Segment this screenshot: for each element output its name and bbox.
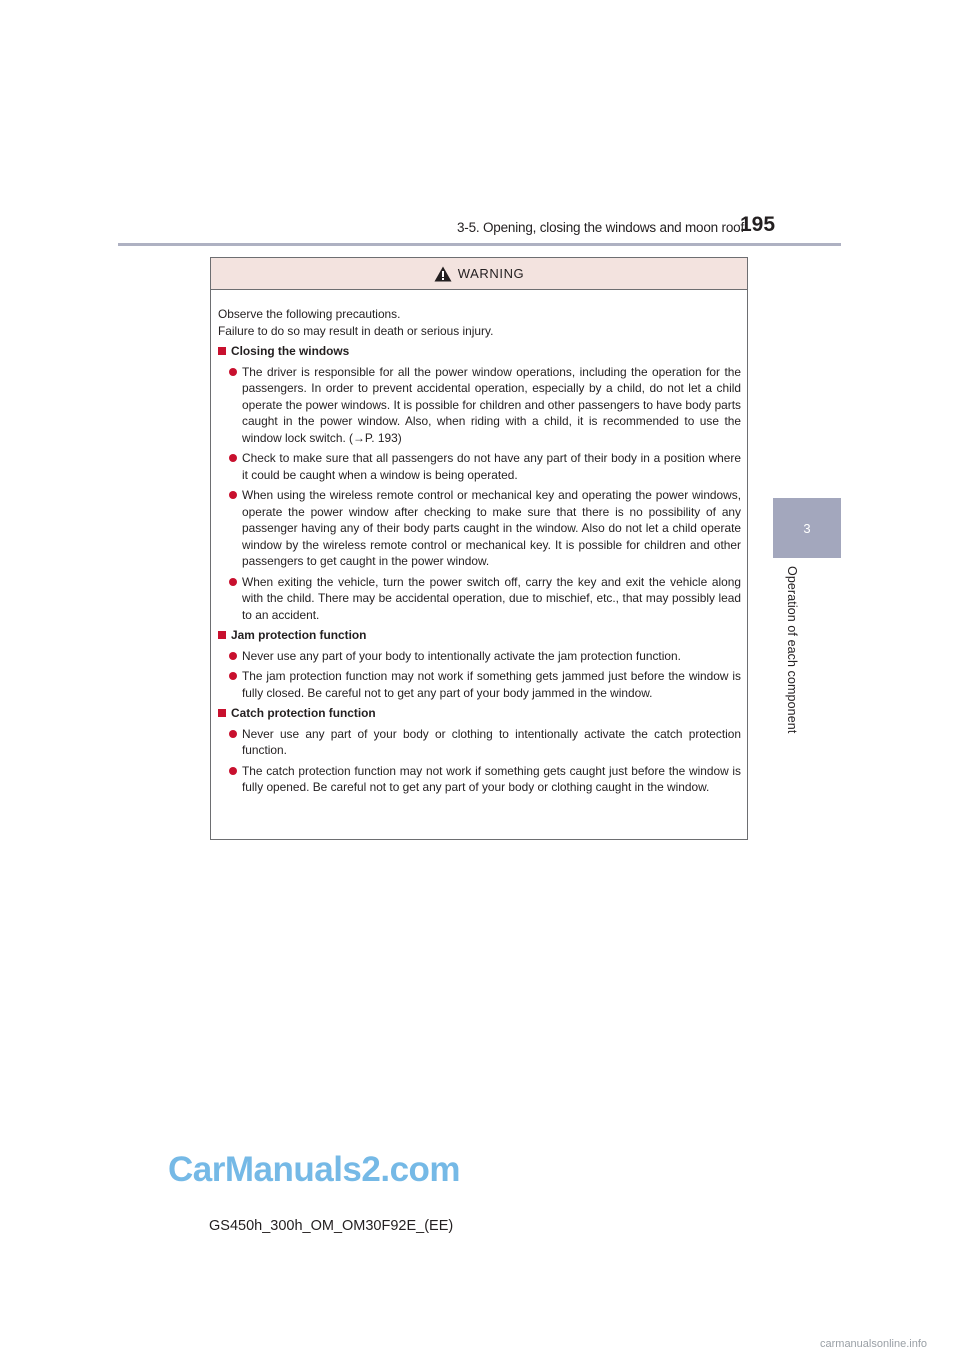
- section-heading-text: Closing the windows: [231, 344, 350, 358]
- round-bullet-icon: [229, 491, 237, 499]
- round-bullet-icon: [229, 454, 237, 462]
- round-bullet-icon: [229, 578, 237, 586]
- bullet-text: When exiting the vehicle, turn the power switch off, carry the key and exit the vehicle along with the child. There may be accidental operation, due to mischief, etc., that may possibly lead to an accident.: [242, 574, 741, 622]
- warning-section: [218, 627, 741, 701]
- watermark-logo: CarManuals2.com: [168, 1150, 461, 1189]
- bullet-text: The jam protection function may not work if something gets jammed just before the window is fully closed. Be careful not to get any part of your body jammed in the window.: [242, 669, 741, 700]
- section-title: 3-5. Opening, closing the windows and moon roof: [456, 220, 744, 235]
- square-bullet-icon: [218, 347, 226, 355]
- round-bullet-icon: [229, 730, 237, 738]
- watermark-url: carmanualsonline.info: [820, 1338, 928, 1350]
- bullet-item: [229, 763, 741, 796]
- bullet-text: Never use any part of your body to intentionally activate the jam protection function.: [242, 648, 681, 663]
- warning-body: [211, 290, 747, 796]
- square-bullet-icon: [218, 631, 226, 639]
- bullet-item: [229, 450, 741, 483]
- warning-intro: [218, 306, 741, 339]
- bullet-item: [229, 364, 741, 447]
- warning-triangle-icon: [434, 266, 452, 282]
- bullet-item: [229, 726, 741, 759]
- section-heading: [218, 343, 741, 360]
- warning-title: WARNING: [457, 266, 525, 281]
- bullet-item: [229, 668, 741, 701]
- square-bullet-icon: [218, 709, 226, 717]
- section-heading-text: Jam protection function: [231, 628, 367, 642]
- section-heading: [218, 705, 741, 722]
- bullet-text: When using the wireless remote control or mechanical key and operating the power windows, operate the power window after checking to make sure that there is no possibility of any passenger having any of their body parts caught in the window. Also do not let a child operate window by the wireless remote control or mechanical key. It is possible for children and other passengers to get caught in the power window.: [242, 488, 741, 568]
- bullet-text: The driver is responsible for all the power window operations, including the operation for the passengers. In order to prevent accidental operation, especially by a child, do not let a child operate the power windows. It is possible for children and other passengers to have body parts caught in the power window. Also, when riding with a child, it is recommended to use the window lock switch. (→P. 193): [242, 364, 741, 445]
- round-bullet-icon: [229, 767, 237, 775]
- intro-line: Failure to do so may result in death or serious injury.: [218, 323, 494, 338]
- bullet-item: [229, 487, 741, 570]
- chapter-number: 3: [803, 520, 811, 536]
- section-heading-text: Catch protection function: [231, 706, 376, 720]
- page-number: 195: [740, 213, 776, 236]
- chapter-label: Operation of each component: [785, 566, 799, 734]
- intro-line: Observe the following precautions.: [218, 307, 401, 321]
- warning-section: [218, 705, 741, 796]
- header-divider: [118, 243, 841, 246]
- bullet-text: Never use any part of your body or clothing to intentionally activate the catch protection function.: [242, 726, 741, 757]
- round-bullet-icon: [229, 368, 237, 376]
- warning-section: [218, 343, 741, 623]
- bullet-text: The catch protection function may not work if something gets caught just before the window is fully opened. Be careful not to get any part of your body or clothing caught in the window.: [242, 763, 741, 794]
- manual-code: GS450h_300h_OM_OM30F92E_(EE): [209, 1218, 454, 1234]
- round-bullet-icon: [229, 652, 237, 660]
- bullet-item: [229, 574, 741, 624]
- bullet-item: [229, 648, 741, 665]
- section-heading: [218, 627, 741, 644]
- chapter-tab: [773, 498, 841, 558]
- bullet-text: Check to make sure that all passengers do not have any part of their body in a position where it could be caught when a window is being operated.: [242, 451, 741, 482]
- warning-header: [211, 258, 747, 290]
- round-bullet-icon: [229, 672, 237, 680]
- warning-box: [210, 257, 748, 840]
